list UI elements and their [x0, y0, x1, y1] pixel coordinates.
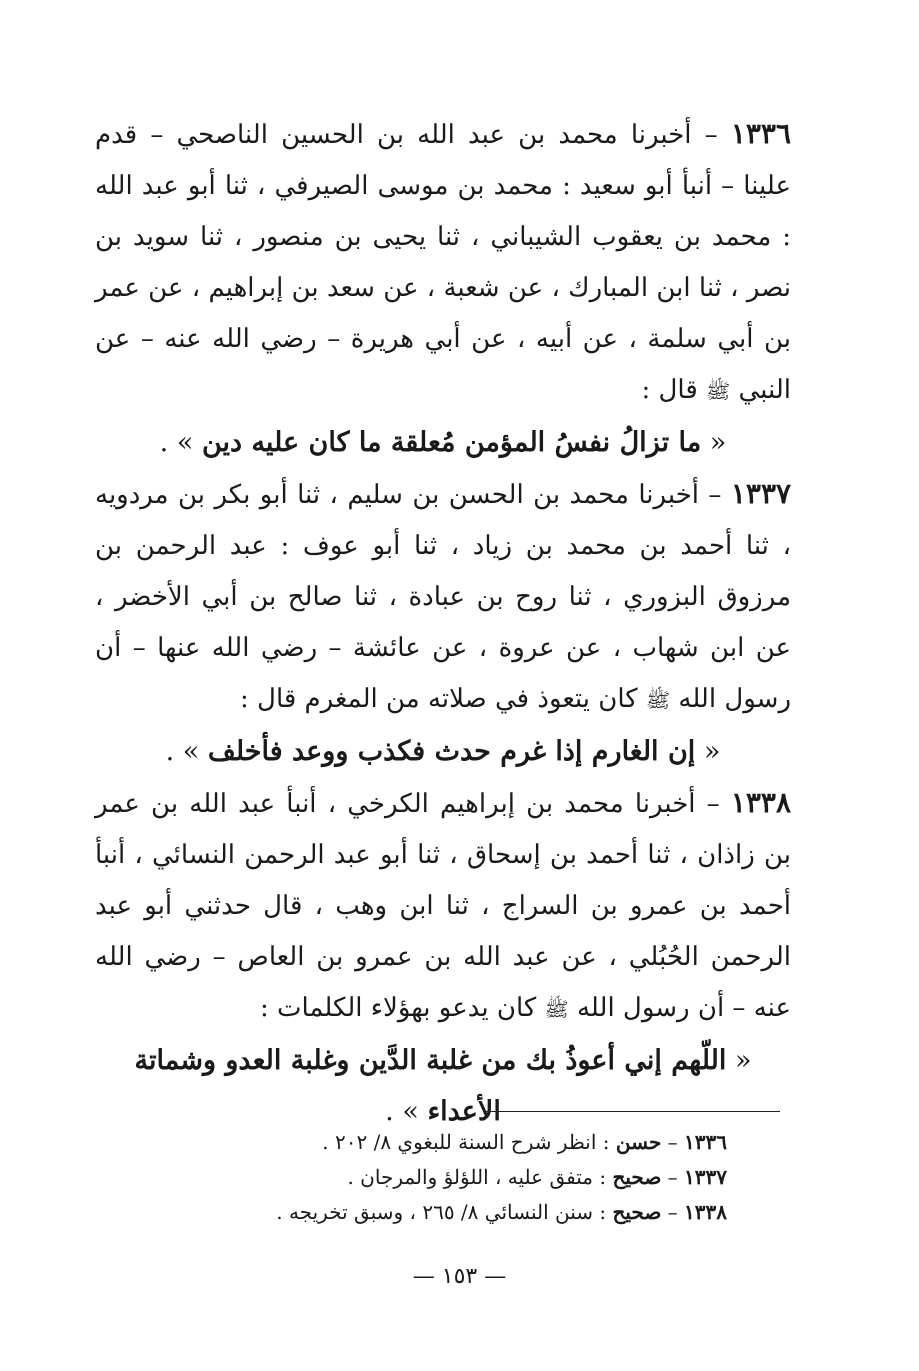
footnote-number: ١٣٣٨ — [684, 1200, 727, 1224]
hadith-isnad: أخبرنا محمد بن إبراهيم الكرخي ، أنبأ عبد الله بن عمر بن زاذان ، ثنا أحمد بن إسحاق ، ثنا أبو عبد الرحمن النسائي ، أنبأ أحمد بن عمرو بن السراج ، ثنا ابن وهب ، قال حدثني أبو عبد الرحمن الحُبُلي ، عن عبد الله بن عمرو بن العاص – رضي الله عنه – أن رسول الله — [95, 789, 791, 1023]
footnote-text: متفق عليه ، اللؤلؤ والمرجان . — [347, 1165, 594, 1189]
footnote-1337: ١٣٣٧ – صحيح : متفق عليه ، اللؤلؤ والمرجان . — [347, 1165, 727, 1189]
matn-text: اللّهم إني أعوذُ بك من غلبة الدَّين وغلبة العدو وشماتة الأعداء — [134, 1045, 727, 1127]
hadith-matn: « إن الغارم إذا غرم حدث فكذب ووعد فأخلف » . — [165, 736, 721, 767]
footnotes — [95, 1125, 727, 1230]
hadith-isnad: أخبرنا محمد بن الحسن بن سليم ، ثنا أبو بكر بن مردويه ، ثنا أحمد بن محمد بن زياد ، ثنا أبو عوف : عبد الرحمن بن مرزوق البزوري ، ثنا روح بن عبادة ، ثنا صالح بن أبي الأخضر ، عن ابن شهاب ، عن عروة ، عن عائشة – رضي الله عنها – أن رسول الله — [95, 480, 791, 714]
hadith-matn: « اللّهم إني أعوذُ بك من غلبة الدَّين وغلبة العدو وشماتة الأعداء » . — [134, 1045, 752, 1127]
hadith-1338: ١٣٣٨ – أخبرنا محمد بن إبراهيم الكرخي ، أنبأ عبد الله بن عمر بن زاذان ، ثنا أحمد بن إسحاق ، ثنا أبو عبد الرحمن النسائي ، أنبأ أحمد بن عمرو بن السراج ، ثنا ابن وهب ، قال حدثني أبو عبد الرحمن الحُبُلي ، عن عبد الله بن عمرو بن العاص – رضي الله عنه – أن رسول الله ﷺ كان يدعو بهؤلاء الكلمات : — [95, 786, 791, 1023]
page-body — [95, 108, 791, 1137]
footnote-grade: حسن — [615, 1130, 662, 1154]
footnote-text: سنن النسائي ٨/ ٢٦٥ ، وسبق تخريجه . — [276, 1200, 594, 1224]
footnote-grade: صحيح — [612, 1200, 662, 1224]
salawat-glyph: ﷺ — [544, 997, 569, 1021]
hadith-isnad-end: كان يدعو بهؤلاء الكلمات : — [259, 993, 537, 1023]
hadith-number: ١٣٣٧ — [730, 477, 792, 510]
hadith-number: ١٣٣٨ — [730, 786, 791, 819]
salawat-glyph: ﷺ — [645, 688, 671, 712]
footnote-number: ١٣٣٦ — [684, 1130, 727, 1154]
hadith-isnad-end: قال : — [641, 375, 698, 405]
footnote-grade: صحيح — [612, 1165, 662, 1189]
hadith-matn: « ما تزالُ نفسُ المؤمن مُعلقة ما كان عليه دين » . — [159, 427, 727, 458]
footnote-separator — [484, 1111, 780, 1112]
footnote-1338: ١٣٣٨ – صحيح : سنن النسائي ٨/ ٢٦٥ ، وسبق تخريجه . — [276, 1200, 727, 1224]
salawat-glyph: ﷺ — [706, 379, 731, 403]
footnote-1336: ١٣٣٦ – حسن : انظر شرح السنة للبغوي ٨/ ٢٠٢ . — [322, 1130, 727, 1154]
hadith-number: ١٣٣٦ — [730, 117, 791, 150]
page-number: — ١٥٣ — — [412, 1264, 507, 1289]
hadith-isnad: أخبرنا محمد بن عبد الله بن الحسين الناصحي – قدم علينا – أنبأ أبو سعيد : محمد بن موسى الصيرفي ، ثنا أبو عبد الله : محمد بن يعقوب الشيباني ، ثنا يحيى بن منصور ، ثنا سويد بن نصر ، ثنا ابن المبارك ، عن شعبة ، عن سعد بن إبراهيم ، عن عمر بن أبي سلمة ، عن أبيه ، عن أبي هريرة – رضي الله عنه – عن النبي — [95, 120, 791, 405]
matn-text: إن الغارم إذا غرم حدث فكذب ووعد فأخلف — [207, 736, 696, 767]
hadith-1336: ١٣٣٦ – أخبرنا محمد بن عبد الله بن الحسين الناصحي – قدم علينا – أنبأ أبو سعيد : محمد بن موسى الصيرفي ، ثنا أبو عبد الله : محمد بن يعقوب الشيباني ، ثنا يحيى بن منصور ، ثنا سويد بن نصر ، ثنا ابن المبارك ، عن شعبة ، عن سعد بن إبراهيم ، عن عمر بن أبي سلمة ، عن أبيه ، عن أبي هريرة – رضي الله عنه – عن النبي ﷺ قال : — [95, 117, 791, 405]
footnote-number: ١٣٣٧ — [684, 1165, 727, 1189]
matn-text: ما تزالُ نفسُ المؤمن مُعلقة ما كان عليه دين — [201, 427, 702, 458]
footnote-text: انظر شرح السنة للبغوي ٨/ ٢٠٢ . — [322, 1130, 597, 1154]
page-number-value: ١٥٣ — [441, 1264, 478, 1289]
hadith-isnad-end: كان يتعوذ في صلاته من المغرم قال : — [240, 684, 638, 714]
hadith-1337: ١٣٣٧ – أخبرنا محمد بن الحسن بن سليم ، ثنا أبو بكر بن مردويه ، ثنا أحمد بن محمد بن زياد ، ثنا أبو عوف : عبد الرحمن بن مرزوق البزوري ، ثنا روح بن عبادة ، ثنا صالح بن أبي الأخضر ، عن ابن شهاب ، عن عروة ، عن عائشة – رضي الله عنها – أن رسول الله ﷺ كان يتعوذ في صلاته من المغرم قال : — [95, 477, 792, 714]
